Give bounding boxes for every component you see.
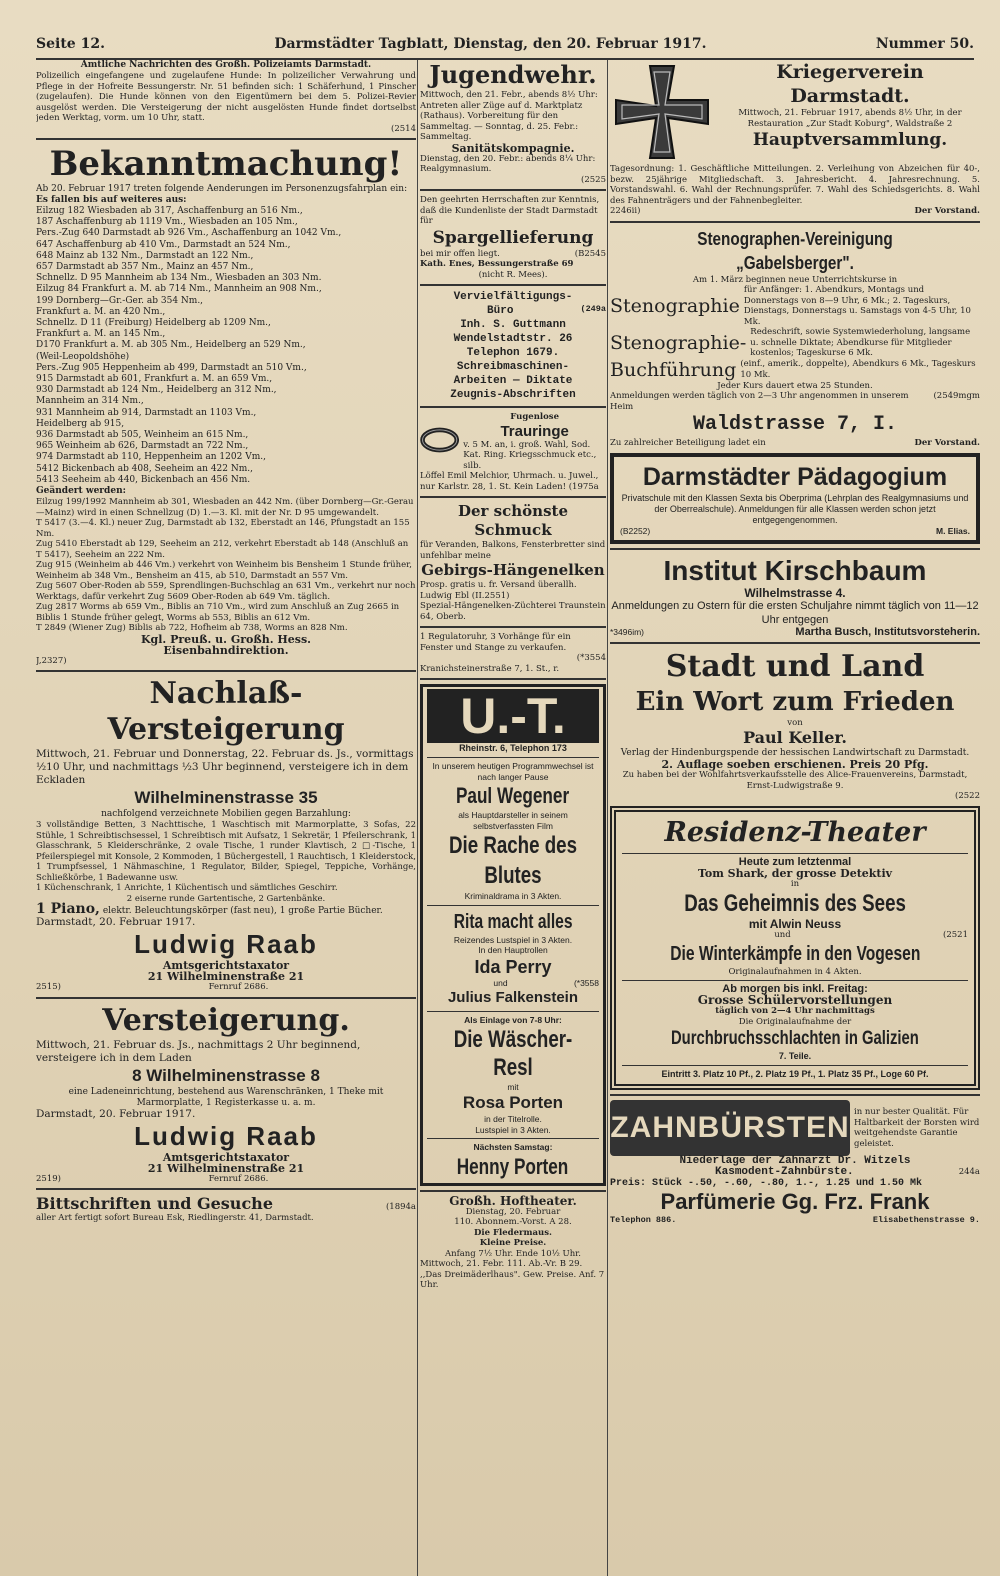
stadt-avail: Zu haben bei der Wohlfahrtsverkaufsstelle des Alice-Frauenvereins, Darmstadt, Ernst-Ludwigstraße 9. — [622, 770, 968, 791]
page-header — [36, 30, 974, 60]
page-number: Seite 12. — [36, 36, 105, 52]
train-changes — [36, 497, 416, 634]
ut-role-3: in der Titelrolle. — [484, 1114, 542, 1124]
ut-next: Nächsten Samstag: — [473, 1142, 553, 1152]
jugendwehr-code: (2525 — [581, 174, 606, 185]
railway-signature-2: Eisenbahndirektion. — [163, 643, 289, 657]
train-line: (Weil-Leopoldshöhe) — [36, 351, 130, 362]
kirsch-code: *3496im) — [610, 627, 645, 637]
zahn-l1: Niederlage der Zahnarzt Dr. Witzels — [679, 1155, 911, 1167]
kirsch-sig: Martha Busch, Institutsvorsteherin. — [795, 626, 980, 638]
regulator-ad — [420, 632, 606, 674]
steno-invite: Zu zahlreicher Beteiligung ladet ein — [610, 438, 766, 448]
buchfuehrung: Buchführung — [610, 358, 737, 381]
schmuck-text: für Veranden, Balkons, Fensterbretter sind unfehlbar meine — [420, 540, 606, 561]
issue-number: Nummer 50. — [875, 36, 974, 52]
nachlass-address: Wilhelminenstrasse 35 — [134, 788, 318, 808]
steno-addr: Waldstrasse 7, I. — [692, 413, 898, 436]
jugendwehr — [420, 60, 606, 185]
train-line: Schnellz. D 11 (Freiburg) Heidelberg ab 1209 Nm., — [36, 318, 271, 329]
hoftheater-l3: Die Fledermaus. — [474, 1227, 552, 1238]
kirsch-title: Institut Kirschbaum — [663, 555, 927, 586]
train-line: 974 Darmstadt ab 110, Heppenheim an 1202 Vm., — [36, 452, 266, 463]
hoftheater-l6: Mittwoch, 21. Febr. 111. Ab.-Vr. B 29. ,,Das Dreimäderlhaus". Gew. Preise. Anf. 7 Uhr. — [420, 1259, 605, 1290]
ut-actor-2: Julius Falkenstein — [447, 989, 579, 1006]
bekanntmachung-title: Bekanntmachung! — [49, 144, 403, 184]
residenz-l3: in — [790, 878, 800, 889]
regulator-text: 1 Regulatoruhr, 3 Vorhänge für ein Fenster und Stange zu verkaufen. — [420, 632, 571, 653]
police-notice — [36, 60, 416, 134]
zahn-phone: Telephon 886. — [610, 1215, 677, 1225]
train-line: Pers.-Zug 905 Heppenheim ab 499, Darmstadt an 510 Vm., — [36, 362, 307, 373]
stadt-verlag: Verlag der Hindenburgspende der hessischen Landwirtschaft zu Darmstadt. — [620, 748, 970, 758]
bekanntmachung-intro: Ab 20. Februar 1917 treten folgende Aenderungen im Personenzugsfahrplan ein: — [36, 184, 408, 194]
train-line: Eilzug 182 Wiesbaden ab 317, Aschaffenburg an 516 Nm., — [36, 206, 303, 216]
krieger-agenda: Tagesordnung: 1. Geschäftliche Mitteilungen. 2. Verleihung von Abzeichen für 40-, bezw. 25jährige Mitgliedschaft. 3. Jahresbericht. 4. Jahresrechnung. 5. Vorstandswahl. 6. Wahl der Rechnungsprüfer. 7. Wahl des Schiedsgerichts. 8. Wahl des Fahnenträgers und der Fahnenbegleiter. — [610, 164, 980, 206]
train-cancellations — [36, 206, 416, 486]
nachlass-items: 3 vollständige Betten, 3 Nachttische, 1 Waschtisch mit Marmorplatte, 3 Sofas, 22 Stühle, 1 Schreibtischsessel, 1 Schreibtisch mit Aufsatz, 1 Sekretär, 1 Pfeilerschrank, 1 Glasschrank, 5 Kleiderschränke, 2 ovale Tische, 1 runder Klavtisch, 2 □-Tische, 1 Pfeilerspiegel mit Konsole, 2 Kommoden, 1 Büchergestell, 1 Rauchtisch, 1 Kleiderstock, 1 Trumpfsessel, 1 Nähmaschine, 1 Regulator, Bilder, Spiegel, Teppiche, Vorhänge, Schließkörbe, 1 Badewanne usw. — [36, 820, 416, 883]
spargel-note: (nicht R. Mees). — [478, 269, 548, 280]
schmuck-name: Gebirgs-Hängenelken — [421, 561, 605, 579]
nachlass-role: Amtsgerichtstaxator — [162, 959, 290, 973]
paed-sig: M. Elias. — [935, 525, 970, 536]
trauringe-l3: v. 5 M. an, i. groß. Wahl, Sod. Kat. Ring. Kriegsschmuck etc., silb. — [463, 439, 597, 471]
column-3 — [610, 60, 980, 1576]
stadt-ed: 2. Auflage soeben erschienen. Preis 20 Pfg. — [661, 758, 929, 771]
steno-code: (2549mgm — [933, 391, 980, 401]
trauringe-l1: Fugenlose — [510, 412, 559, 422]
ut-code: (*3558 — [573, 977, 599, 988]
hoftheater — [420, 1193, 606, 1291]
paedagogium-ad — [610, 453, 980, 545]
versteigerung-role: Amtsgerichtstaxator — [162, 1150, 290, 1164]
residenz-teil: 7. Teile. — [778, 1051, 812, 1061]
police-code: (2514 — [391, 123, 416, 134]
residenz-orig: Die Originalaufnahme der — [738, 1016, 852, 1027]
zahn-side: in nur bester Qualität. Für Haltbarkeit der Borsten wird weitgehendste Garantie geleistet. — [854, 1107, 980, 1149]
bittschriften-text: aller Art fertigt sofort Bureau Esk, Riedlingerstr. 41, Darmstadt. — [36, 1213, 314, 1224]
ut-genre-3: Lustspiel in 3 Akten. — [475, 1124, 551, 1135]
trauringe-title: Trauringe — [500, 422, 569, 440]
buero-line-3: Inh. S. Guttmann — [460, 319, 566, 331]
zahn-street: Elisabethenstrasse 9. — [872, 1215, 980, 1225]
trauringe-ad — [420, 412, 606, 471]
train-line: 657 Darmstadt ab 357 Nm., Mainz an 457 Nm., — [36, 262, 254, 273]
hoftheater-l2: 110. Abonnem.-Vorst. A 28. — [454, 1217, 572, 1227]
steno-sig: Der Vorstand. — [914, 438, 980, 448]
residenz-l2: Tom Shark, der grosse Detektiv — [697, 866, 893, 880]
train-change: Eilzug 199/1992 Mannheim ab 301, Wiesbaden an 442 Nm. (über Dornberg—Gr.-Gerau—Mainz) wird in einen Schnellzug (D) 1.—3. Kl. mit der Nr. D 95 umgewandelt. — [36, 497, 414, 518]
residenz-film-3: Durchbruchsschlachten in Galizien — [671, 1028, 919, 1049]
column-2 — [420, 60, 606, 1576]
krieger-code: 2246ii) — [610, 206, 641, 216]
residenz-und: und — [774, 930, 791, 940]
stadt-und-land-ad — [610, 648, 980, 802]
ut-film: Die Rache des Blutes — [449, 832, 577, 889]
residenz-schueler: Grosse Schülervorstellungen — [697, 993, 893, 1007]
train-change: T 2849 (Wiener Zug) Biblis ab 722, Hofheim ab 738, Worms an 828 Nm. — [36, 623, 348, 634]
nachlass-when: Mittwoch, 21. Februar und Donnerstag, 22. Februar ds. Js., vormittags ½10 Uhr, und nachmittags ½3 Uhr beginnend, versteigere ich in dem Eckladen — [36, 748, 414, 787]
train-line: Frankfurt a. M. an 420 Nm., — [36, 306, 166, 317]
spargel-code: (B2545 — [574, 248, 606, 259]
steno-1-text: für Anfänger: 1. Abendkurs, Montags und Donnerstags von 8—9 Uhr, 6 Mk.; 2. Tageskurs, Dienstags, Donnerstags u. Samstags von 4-5 Uhr, 10 Mk. — [743, 285, 971, 327]
steno-2-text: Redeschrift, sowie Systemwiederholung, langsame u. schnelle Diktate; Abendkurse für Mitglieder kostenlos; Tageskurse 6 Mk. — [750, 327, 971, 358]
ut-intro: In unserem heutigen Programmwechsel ist nach langer Pause — [432, 761, 594, 782]
schmuck-ad — [420, 502, 606, 622]
hoftheater-l1: Dienstag, 20. Februar — [465, 1206, 561, 1217]
stadt-l2: Ein Wort zum Frieden — [635, 686, 955, 717]
zahn-logo: ZAHNBÜRSTEN — [610, 1100, 850, 1156]
stadt-von: von — [787, 717, 803, 728]
train-line: 5412 Bickenbach ab 408, Seeheim an 422 Nm., — [36, 463, 253, 474]
versteigerung — [36, 1003, 416, 1185]
residenz-title: Residenz-Theater — [664, 816, 926, 848]
nachlass-items-3: 2 eiserne runde Gartentische, 2 Gartenbänke. — [126, 893, 326, 904]
train-change: Zug 915 (Weinheim ab 446 Vm.) verkehrt von Weinheim bis Bensheim 1 Stunde früher, Weinheim ab 348 Vm., Bensheim an 415, ab 510, Darmstadt an 557 Vm. — [36, 560, 412, 581]
sanitaet-title: Sanitätskompagnie. — [451, 141, 575, 155]
train-line: 931 Mannheim ab 914, Darmstadt an 1103 Vm., — [36, 407, 257, 418]
ut-lead: In den Hauptrollen — [478, 945, 548, 955]
buero-ad — [420, 290, 606, 402]
zahn-prices: Preis: Stück -.50, -.60, -.80, 1.-, 1.25 und 1.50 Mk — [610, 1178, 923, 1189]
bekanntmachung-code: J,2327) — [36, 655, 67, 666]
train-line: Pers.-Zug 640 Darmstadt ab 926 Vm., Aschaffenburg an 1042 Vm., — [36, 228, 342, 239]
nachlass-title: Nachlaß-Versteigerung — [107, 676, 345, 748]
ut-film-3: Die Wäscher-Resl — [453, 1025, 573, 1081]
iron-cross-icon — [610, 60, 714, 164]
ut-mit: mit — [507, 1081, 519, 1092]
police-text: Polizeilich eingefangene und zugelaufene Hunde: In polizeilicher Verwahrung und Pflege in der Hofreite Bessungerstr. Nr. 51 befinden sich: 1 Schäferhund, 1 Pinscher (zugelaufen). Die Hunde können von den Eigentümern bei dem 5. Polizei-Revier ausgelöst werden. Die Versteigerung der nicht ausgelösten Hunde findet dortselbst jeden Werktag, vorm. um 10 Uhr, statt. — [36, 71, 416, 123]
spargel-intro: Den geehrten Herrschaften zur Kenntnis, daß die Kundenliste der Stadt Darmstadt für — [420, 195, 600, 226]
railway-signature-1: Kgl. Preuß. u. Großh. Hess. — [141, 632, 311, 646]
versteigerung-name: Ludwig Raab — [134, 1120, 318, 1151]
ring-icon — [420, 412, 459, 468]
schmuck-title: Der schönste Schmuck — [458, 502, 568, 539]
nachlass-items-2: 1 Küchenschrank, 1 Anrichte, 1 Küchentisch und sämtliches Geschirr. — [36, 883, 338, 894]
buero-line-2: Büro — [487, 305, 514, 317]
schmuck-text-3: Spezial-Hängenelken-Züchterei Traunstein 64, Oberb. — [420, 601, 606, 622]
hoftheater-title: Großh. Hoftheater. — [449, 1193, 577, 1208]
masthead: Darmstädter Tagblatt, Dienstag, den 20. Februar 1917. — [274, 36, 707, 52]
residenz-time: täglich von 2—4 Uhr nachmittags — [715, 1006, 875, 1016]
krieger-event: Hauptversammlung. — [752, 130, 948, 150]
nachlass-phone: Fernruf 2686. — [208, 982, 269, 993]
nachlass-piano: 1 Piano, — [36, 901, 100, 918]
buero-line-6: Schreibmaschinen- — [456, 361, 570, 373]
jugendwehr-text: Mittwoch, den 21. Febr., abends 8½ Uhr: Antreten aller Züge auf d. Marktplatz (Rathaus). Vorbereitung für den Sammeltag. — Sonntag, d. 25. Febr.: Sammeltag. — [420, 90, 598, 142]
train-line: 187 Aschaffenburg ab 1119 Vm., Wiesbaden an 105 Nm., — [36, 217, 298, 228]
nachlass-lead: nachfolgend verzeichnete Mobilien gegen Barzahlung: — [101, 809, 351, 820]
steno-dauer: Jeder Kurs dauert etwa 25 Stunden. — [717, 380, 873, 391]
train-line: Heidelberg ab 915, — [36, 418, 125, 429]
column-divider — [607, 60, 608, 1576]
kirsch-text: Anmeldungen zu Ostern für die ersten Schuljahre nimmt täglich von 11—12 Uhr entgegen — [611, 600, 979, 626]
versteigerung-date: Darmstadt, 20. Februar 1917. — [36, 1107, 196, 1120]
paed-title: Darmstädter Pädagogium — [642, 462, 948, 491]
train-line: D170 Frankfurt a. M. ab 305 Nm., Heidelberg an 529 Nm., — [36, 340, 306, 351]
train-line: Eilzug 84 Frankfurt a. M. ab 714 Nm., Mannheim an 908 Nm., — [36, 284, 322, 295]
buero-line-8: Zeugnis-Abschriften — [450, 389, 576, 401]
train-line: Frankfurt a. M. an 145 Nm., — [36, 329, 166, 340]
versteigerung-text: eine Ladeneinrichtung, bestehend aus Warenschränken, 1 Theke mit Marmorplatte, 1 Registerkasse u. a. m. — [68, 1086, 384, 1108]
ut-cinema-ad — [420, 684, 606, 1186]
ut-role: als Hauptdarsteller in seinem selbstverfassten Film — [458, 810, 568, 831]
kriegerverein — [610, 60, 980, 164]
krieger-sig: Der Vorstand. — [914, 206, 980, 216]
versteigerung-footer — [36, 1174, 416, 1185]
ut-film-2: Rita macht alles — [453, 910, 573, 933]
residenz-mit: mit Alwin Neuss — [748, 917, 842, 931]
hoftheater-l5: Anfang 7½ Uhr. Ende 10½ Uhr. — [444, 1248, 582, 1259]
residenz-l1: Heute zum letztenmal — [738, 855, 852, 868]
paed-code: (B2252) — [620, 525, 651, 536]
bekanntmachung — [36, 144, 416, 666]
spargel-name: Kath. Enes, Bessungerstraße 69 — [420, 259, 574, 269]
versteigerung-addr: 21 Wilhelminenstraße 21 — [147, 1161, 305, 1175]
stadt-code: (2522 — [955, 791, 980, 801]
buero-line-7: Arbeiten — Diktate — [453, 375, 573, 387]
spargel-text: bei mir offen liegt. — [420, 248, 500, 259]
stadt-author: Paul Keller. — [743, 728, 847, 747]
train-line: 930 Darmstadt ab 124 Nm., Heidelberg an 312 Nm., — [36, 385, 277, 396]
nachlass-footer — [36, 982, 416, 993]
spargel-title: Spargellieferung — [432, 227, 594, 248]
residenz-film: Das Geheimnis des Sees — [684, 890, 906, 917]
train-line: 915 Darmstadt ab 601, Frankfurt a. M. an 659 Vm., — [36, 374, 273, 385]
ut-star: Paul Wegener — [456, 783, 570, 808]
regulator-addr: Kranichsteinerstraße 7, 1. St., r. — [420, 663, 560, 674]
nachlass-code: 2515) — [36, 982, 61, 993]
bekanntmachung-fallen: Es fallen bis auf weiteres aus: — [36, 195, 187, 205]
train-change: Zug 2817 Worms ab 659 Vm., Biblis an 710 Vm., wird zum Anschluß an Zug 2665 in Biblis 1 Stunde früher gelegt, Worms ab 553, Biblis an 612 Vm. — [36, 602, 400, 623]
police-title: Amtliche Nachrichten des Großh. Polizeiamts Darmstadt. — [80, 60, 372, 70]
nachlass-piano-note: elektr. Beleuchtungskörper (fast neu), 1 große Partie Bücher. — [102, 906, 383, 917]
spargel-ad — [420, 195, 606, 280]
steno-intro: Am 1. März beginnen neue Unterrichtskurse in — [692, 274, 898, 285]
train-line: 648 Mainz ab 132 Nm., Darmstadt an 122 Nm., — [36, 250, 254, 261]
nachlass-addr: 21 Wilhelminenstraße 21 — [147, 970, 305, 984]
bekanntmachung-geaendert: Geändert werden: — [36, 486, 126, 497]
sanitaet-text: Dienstag, den 20. Febr.: abends 8¼ Uhr: Realgymnasium. — [420, 153, 596, 174]
trauringe-l4: Löffel Emil Melchior, Uhrmach. u. Juwel., nur Karlstr. 28, 1. St. Kein Laden! (1975a — [420, 471, 599, 492]
versteigerung-phone: Fernruf 2686. — [208, 1173, 269, 1184]
schmuck-text-2: Prosp. gratis u. fr. Versand überallh. Ludwig Ebl (II.2551) — [420, 580, 577, 601]
steno-anm: Anmeldungen werden täglich von 2—3 Uhr angenommen in unserem Heim — [610, 391, 909, 412]
train-line: 647 Aschaffenburg ab 410 Vm., Darmstadt an 524 Nm., — [36, 239, 291, 250]
regulator-code: (*3554 — [576, 653, 606, 663]
krieger-when: Mittwoch, 21. Februar 1917, abends 8½ Uhr, in der Restauration „Zur Stadt Koburg", Waldstraße 2 — [738, 108, 962, 129]
buero-line-4: Wendelstadtstr. 26 — [453, 333, 573, 345]
nachlass-versteigerung — [36, 676, 416, 993]
jugendwehr-title: Jugendwehr. — [429, 60, 597, 89]
kirsch-addr: Wilhelmstrasse 4. — [744, 586, 846, 600]
train-line: Mannheim an 314 Nm., — [36, 396, 144, 407]
train-line: 5413 Seeheim ab 440, Bickenbach an 456 Nm. — [36, 474, 251, 485]
bittschriften-title: Bittschriften und Gesuche — [36, 1194, 273, 1214]
residenz-film-2-note: Originalaufnahmen in 4 Akten. — [728, 966, 862, 977]
zahn-l2: Kasmodent-Zahnbürste. — [715, 1166, 854, 1178]
nachlass-name: Ludwig Raab — [134, 929, 318, 960]
versteigerung-title: Versteigerung. — [102, 1002, 350, 1038]
buero-line-1: Vervielfältigungs- — [453, 291, 573, 303]
stenographen-ad — [610, 227, 980, 449]
versteigerung-when: Mittwoch, 21. Februar ds. Js., nachmittags 2 Uhr beginnend, versteigere ich in dem Laden — [36, 1038, 361, 1064]
versteigerung-code: 2519) — [36, 1173, 61, 1184]
residenz-ab: Ab morgen bis inkl. Freitag: — [722, 983, 868, 995]
stadt-l1: Stadt und Land — [665, 648, 925, 684]
residenz-prices: Eintritt 3. Platz 10 Pf., 2. Platz 19 Pf., 1. Platz 35 Pf., Loge 60 Pf. — [661, 1069, 929, 1079]
versteigerung-address: 8 Wilhelminenstrasse 8 — [132, 1065, 320, 1085]
krieger-title: Kriegerverein Darmstadt. — [776, 61, 924, 107]
ut-genre: Kriminaldrama in 3 Akten. — [464, 891, 562, 901]
zahn-code: 244a — [958, 1167, 980, 1177]
train-line: 199 Dornberg—Gr.-Ger. ab 354 Nm., — [36, 295, 204, 306]
train-change: Zug 5607 Ober-Roden ab 559, Sprendlingen-Buchschlag an 631 Vm., verkehrt nur noch Werktags, dafür verkehrt Zug 5609 Ober-Roden ab 649 Vm. täglich. — [36, 581, 416, 602]
bittschriften-code: (1894a — [385, 1202, 416, 1213]
train-line: 965 Weinheim ab 626, Darmstadt an 722 Nm., — [36, 441, 249, 452]
zahn-shop: Parfümerie Gg. Frz. Frank — [660, 1189, 930, 1214]
residenz-film-2: Die Winterkämpfe in den Vogesen — [669, 942, 921, 965]
ut-einlage: Als Einlage von 7-8 Uhr: — [464, 1015, 562, 1025]
column-divider — [417, 60, 418, 1576]
buero-line-5: Telephon 1679. — [466, 347, 560, 359]
bittschriften — [36, 1194, 416, 1224]
residenz-code: (2521 — [943, 930, 968, 940]
ut-und: und — [493, 977, 508, 988]
ut-logo: U.-T. — [427, 689, 599, 743]
buero-code: (249a — [580, 304, 606, 314]
ut-actor-1: Ida Perry — [474, 956, 552, 977]
hoftheater-l4: Kleine Preise. — [479, 1238, 547, 1248]
train-change: Zug 5410 Eberstadt ab 129, Seeheim an 212, verkehrt Eberstadt ab 148 (Anschluß an T 5417), Seeheim an 222 Nm. — [36, 539, 409, 560]
buchfuehrung-text: (einf., amerik., doppelte), Abendkurs 6 Mk., Tageskurs 10 Mk. — [740, 359, 976, 380]
column-1 — [36, 60, 416, 1576]
ut-genre-2: Reizendes Lustspiel in 3 Akten. — [453, 934, 573, 945]
steno-title: Stenographen-Vereinigung „Gabelsberger". — [697, 228, 893, 273]
train-line: Schnellz. D 95 Mannheim ab 134 Nm., Wiesbaden an 303 Nm. — [36, 273, 322, 284]
steno-1: Stenographie — [610, 295, 740, 317]
paed-text: Privatschule mit den Klassen Sexta bis Oberprima (Lehrplan des Realgymnasiums und der Oberrealschule). Anmeldungen für alle Klassen werden schon jetzt entgegengenommen. — [621, 492, 969, 525]
ut-next-star: Henny Porten — [457, 1153, 569, 1179]
zahnbuersten-ad — [610, 1100, 980, 1226]
kirschbaum-ad — [610, 554, 980, 638]
ut-actor-3: Rosa Porten — [462, 1093, 564, 1112]
ut-addr: Rheinstr. 6, Telephon 173 — [459, 743, 567, 753]
nachlass-date: Darmstadt, 20. Februar 1917. — [36, 916, 196, 929]
train-change: T 5417 (3.—4. Kl.) neuer Zug, Darmstadt ab 132, Eberstadt an 146, Pfungstadt an 155 Nm. — [36, 518, 410, 539]
residenz-theater-ad — [610, 806, 980, 1091]
train-line: 936 Darmstadt ab 505, Weinheim an 615 Nm., — [36, 430, 249, 441]
steno-2: Stenographie- — [610, 331, 747, 354]
